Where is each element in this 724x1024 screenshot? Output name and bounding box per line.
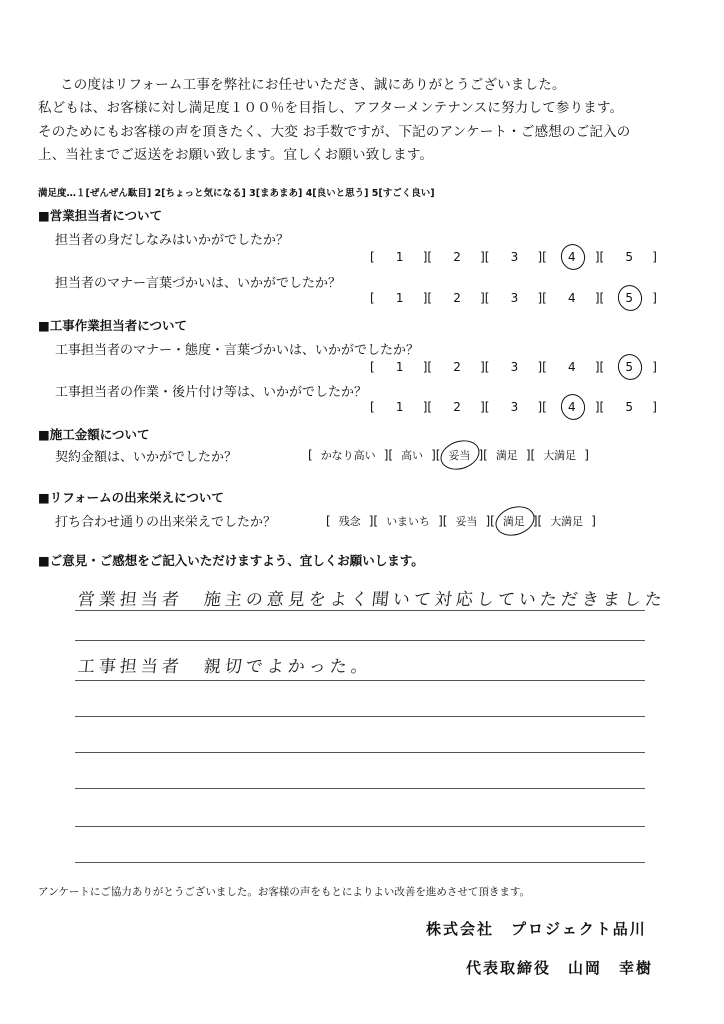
section-result-title: ■リフォームの出来栄えについて — [38, 490, 224, 505]
comment-line — [75, 716, 645, 717]
bracket: ][ — [594, 400, 605, 414]
intro-line-3: そのためにもお客様の声を頂きたく、大変 お手数ですが、下記のアンケート・ご感想のご記入の — [38, 124, 631, 140]
bracket: ][ — [478, 448, 488, 462]
choice-option-1[interactable]: いまいち — [386, 515, 431, 528]
price-question: 契約金額は、いかがでしたか？ — [55, 450, 238, 465]
rating-option-1[interactable]: 1 — [395, 250, 404, 264]
rating-option-4[interactable]: 4 — [567, 360, 576, 374]
choice-option-2[interactable]: 妥当 — [455, 515, 478, 528]
bracket: ][ — [422, 291, 433, 305]
bracket: ][ — [480, 400, 490, 414]
rating-option-2[interactable]: 2 — [453, 360, 461, 374]
bracket: ][ — [383, 448, 394, 462]
bracket: ][ — [594, 360, 605, 374]
construction-question-manners: 工事担当者のマナー・態度・言葉づかいは、いかがでしたか？ — [55, 343, 420, 358]
company-name: 株式会社 プロジェクト品川 — [426, 920, 647, 938]
section-construction-title: ■工事作業担当者について — [38, 318, 188, 333]
bracket: ][ — [422, 250, 433, 264]
rating-option-2[interactable]: 2 — [453, 291, 461, 305]
comments-title: ■ご意見・ご感想をご記入いただけますよう、宜しくお願いします。 — [38, 553, 424, 568]
bracket: ] — [652, 291, 657, 305]
intro-line-2: 私どもは、お客様に対し満足度１００％を目指し、アフターメンテナンスに努力して参ります。 — [38, 100, 624, 116]
rating-option-4[interactable]: 4 — [567, 291, 576, 305]
representative-name: 代表取締役 山岡 幸樹 — [466, 959, 654, 977]
rating-option-1[interactable]: 1 — [395, 360, 404, 374]
result-rating[interactable] — [318, 513, 596, 529]
bracket: ][ — [431, 448, 441, 462]
bracket: ][ — [537, 291, 547, 305]
rating-option-3[interactable]: 3 — [510, 250, 519, 264]
comment-line — [75, 680, 645, 681]
construction-manners-rating[interactable] — [370, 360, 657, 374]
bracket: ][ — [594, 250, 605, 264]
bracket: ][ — [537, 360, 547, 374]
comment-line — [75, 788, 645, 789]
handwritten-comment-2: 工事担当者 親切でよかった。 — [76, 657, 373, 677]
choice-option-3[interactable]: 満足 — [495, 449, 518, 462]
choice-option-4[interactable]: 大満足 — [543, 449, 577, 462]
bracket: ] — [652, 400, 657, 414]
choice-option-4[interactable]: 大満足 — [550, 515, 584, 528]
construction-question-cleanup: 工事担当者の作業・後片付け等は、いかがでしたか？ — [55, 385, 368, 400]
bracket: ][ — [532, 514, 543, 528]
comment-line — [75, 640, 645, 641]
choice-option-0[interactable]: かなり高い — [320, 449, 376, 462]
choice-option-0[interactable]: 残念 — [338, 515, 361, 528]
rating-option-1[interactable]: 1 — [395, 291, 404, 305]
sales-appearance-rating[interactable] — [370, 250, 657, 264]
choice-option-3[interactable]: 満足 — [502, 515, 525, 528]
rating-option-2[interactable]: 2 — [453, 250, 461, 264]
bracket: ][ — [537, 400, 547, 414]
bracket: ][ — [525, 448, 536, 462]
bracket: ] — [652, 250, 657, 264]
intro-line-4: 上、当社までご返送をお願い致します。宜しくお願い致します。 — [38, 147, 434, 163]
bracket: ][ — [368, 514, 379, 528]
bracket: ][ — [480, 250, 490, 264]
bracket: ] — [584, 448, 589, 462]
bracket: ][ — [422, 400, 433, 414]
bracket: ][ — [485, 514, 495, 528]
rating-option-4[interactable]: 4 — [559, 250, 585, 264]
construction-cleanup-rating[interactable] — [370, 400, 657, 414]
sales-question-appearance: 担当者の身だしなみはいかがでしたか？ — [55, 233, 290, 248]
comment-line — [75, 752, 645, 753]
handwritten-comment-1: 営業担当者 施主の意見をよく聞いて対応していただきました — [76, 590, 667, 610]
sales-question-manners: 担当者のマナー言葉づかいは、いかがでしたか？ — [55, 276, 342, 291]
result-question: 打ち合わせ通りの出来栄えでしたか？ — [55, 515, 277, 530]
section-sales-title: ■営業担当者について — [38, 208, 163, 223]
bracket: ][ — [422, 360, 433, 374]
comment-line — [75, 826, 645, 827]
rating-option-3[interactable]: 3 — [510, 400, 519, 414]
bracket: [ — [370, 360, 375, 374]
rating-option-5[interactable]: 5 — [625, 400, 633, 414]
choice-option-1[interactable]: 高い — [401, 449, 424, 462]
bracket: [ — [308, 448, 313, 462]
section-price-title: ■施工金額について — [38, 427, 150, 442]
choice-option-2[interactable]: 妥当 — [448, 449, 471, 462]
rating-option-1[interactable]: 1 — [395, 400, 404, 414]
rating-option-4[interactable]: 4 — [559, 400, 585, 414]
comment-line — [75, 610, 645, 611]
sales-manners-rating[interactable] — [370, 291, 657, 305]
bracket: ][ — [438, 514, 448, 528]
satisfaction-scale-legend: 満足度…１[ぜんぜん駄目] 2[ちょっと気になる] 3[まあまあ] 4[良いと思う] 5[すごく良い] — [38, 188, 435, 199]
bracket: ] — [652, 360, 657, 374]
bracket: ][ — [480, 360, 490, 374]
bracket: [ — [370, 250, 375, 264]
rating-option-5[interactable]: 5 — [616, 360, 642, 374]
rating-option-3[interactable]: 3 — [510, 360, 519, 374]
bracket: ] — [591, 514, 596, 528]
thanks-message: アンケートにご協力ありがとうございました。お客様の声をもとによりよい改善を進めさせて頂きます。 — [38, 886, 531, 898]
bracket: ][ — [537, 250, 547, 264]
bracket: [ — [370, 400, 375, 414]
rating-option-5[interactable]: 5 — [625, 250, 633, 264]
price-rating[interactable] — [300, 447, 589, 463]
rating-option-5[interactable]: 5 — [616, 291, 642, 305]
rating-option-2[interactable]: 2 — [453, 400, 461, 414]
bracket: [ — [326, 514, 331, 528]
comment-line — [75, 862, 645, 863]
intro-line-1: この度はリフォーム工事を弊社にお任せいただき、誠にありがとうございました。 — [60, 77, 566, 93]
bracket: ][ — [594, 291, 605, 305]
bracket: ][ — [480, 291, 490, 305]
bracket: [ — [370, 291, 375, 305]
rating-option-3[interactable]: 3 — [510, 291, 519, 305]
